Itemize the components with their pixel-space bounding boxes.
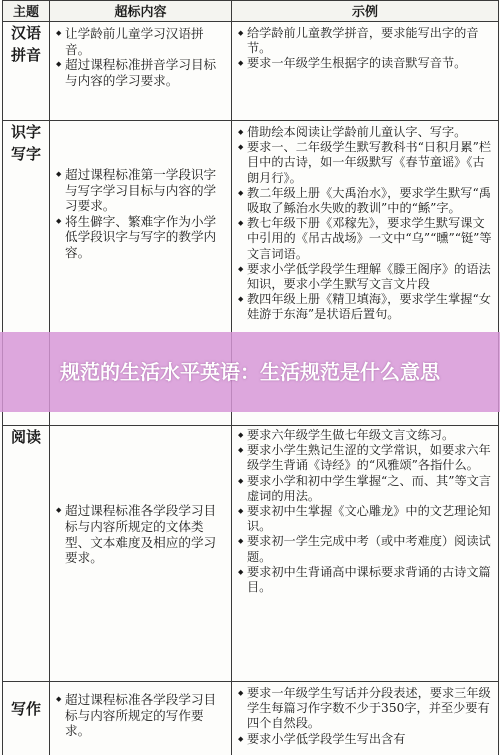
list-item [238, 262, 494, 292]
item-text: 要求小学低学段学生理解《滕王阁序》的语法知识，要求小学生默写文言文片段 [247, 261, 491, 292]
list-item [238, 216, 494, 262]
bullet-icon: ◆ [238, 567, 244, 576]
bullet-icon: ◆ [238, 188, 244, 197]
bullet-icon: ◆ [238, 264, 244, 273]
bullet-icon: ◆ [56, 60, 62, 69]
standard-cell [50, 682, 232, 755]
list-item [238, 565, 494, 595]
item-text: 超过课程标准第一学段识字与写字学习目标与内容的学习要求。 [65, 167, 217, 214]
bullet-icon: ◆ [238, 431, 244, 439]
item-text: 要求一、二年级学生默写教科书“日积月累”栏目中的古诗，如一年级默写《春节童谣》《古朗月行》。 [247, 140, 492, 185]
item-text: 要求一年级学生写话并分段表述，要求三年级学生每篇习作字数不少于350字，并至少要有四个自然段。 [247, 686, 491, 731]
example-cell [232, 22, 499, 121]
bullet-icon: ◆ [56, 29, 62, 37]
bullet-icon: ◆ [238, 476, 244, 485]
list-item [56, 692, 227, 739]
list-item [238, 56, 494, 71]
list-item [238, 504, 494, 534]
standard-cell [50, 22, 232, 121]
item-text: 要求初中生掌握《文心雕龙》中的文艺理论知识。 [247, 504, 491, 534]
item-text: 要求小学生熟记生涩的文学常识，如要求六年级学生背诵《诗经》的“风雅颂”各指什么。 [247, 443, 491, 473]
standard-cell [50, 426, 232, 682]
bullet-icon: ◆ [56, 506, 62, 515]
item-text: 给学龄前儿童教学拼音，要求能写出字的音节。 [247, 26, 479, 56]
title-overlay-band [0, 332, 500, 412]
theme-cell [3, 22, 50, 121]
list-item [238, 534, 494, 564]
item-text: 超过课程标准各学段学习目标与内容所规定的写作要求。 [65, 692, 217, 739]
list-item [238, 125, 494, 140]
header-standard: 超标内容 [50, 1, 232, 22]
bullet-icon: ◆ [56, 695, 62, 703]
theme-label: 汉语拼音 [11, 24, 42, 64]
list-item [238, 428, 494, 443]
list-item [56, 26, 227, 57]
bullet-icon: ◆ [238, 59, 244, 68]
header-theme: 主题 [3, 1, 50, 22]
item-text: 教四年级上册《精卫填海》，要求学生掌握“女娃游于东海”是状语后置句。 [247, 292, 491, 322]
list-item [56, 57, 227, 88]
overlay-headline: 规范的生活水平英语：生活规范是什么意思 [60, 359, 440, 384]
list-item [238, 186, 494, 216]
bullet-icon: ◆ [238, 507, 244, 516]
theme-label: 识字写字 [11, 123, 42, 163]
item-text: 超过课程标准各学段学习目标与内容所规定的文体类型、文本难度及相应的学习要求。 [65, 503, 217, 566]
theme-label: 阅读 [10, 428, 41, 446]
list-item [56, 503, 227, 565]
bullet-icon: ◆ [238, 446, 244, 455]
list-item [238, 443, 494, 473]
list-item [238, 474, 494, 504]
item-text: 借助绘本阅读让学龄前儿童认字、写字。 [247, 125, 467, 139]
example-cell [232, 426, 499, 682]
bullet-icon: ◆ [238, 219, 244, 228]
theme-label: 写作 [10, 700, 41, 718]
item-text: 要求小学和初中学生掌握“之、而、其”等文言虚词的用法。 [247, 473, 492, 503]
item-text: 要求一年级学生根据字的读音默写音节。 [247, 56, 467, 71]
item-text: 要求初一学生完成中考（或中考难度）阅读试题。 [247, 534, 491, 564]
item-text: 教七年级下册《邓稼先》，要求学生默写课文中引用的《吊古战场》一文中“乌”“曛”“铤”等文言词语。 [247, 216, 492, 261]
example-cell [232, 682, 499, 755]
list-item [238, 26, 494, 56]
bullet-icon: ◆ [238, 734, 244, 743]
bullet-icon: ◆ [56, 170, 62, 178]
list-item [238, 140, 494, 186]
row-writing [3, 682, 499, 755]
list-item [238, 732, 494, 747]
list-item [238, 292, 494, 322]
theme-cell [3, 682, 50, 755]
bullet-icon: ◆ [56, 216, 62, 225]
bullet-icon: ◆ [238, 143, 244, 152]
item-text: 要求初中生背诵高中课标要求背诵的古诗文篇目。 [247, 564, 491, 595]
item-text: 教二年级上册《大禹治水》，要求学生默写“禹吸取了鲧治水失败的教训”中的“鲧”字。 [247, 185, 491, 216]
item-text: 要求小学低学段学生写出含有 [247, 731, 406, 746]
bullet-icon: ◆ [238, 295, 244, 304]
item-text: 将生僻字、繁难字作为小学低学段识字与写字的教学内容。 [65, 213, 217, 260]
item-text: 超过课程标准拼音学习目标与内容的学习要求。 [65, 57, 217, 88]
bullet-icon: ◆ [238, 128, 244, 136]
bullet-icon: ◆ [238, 537, 244, 546]
theme-cell [3, 426, 50, 682]
list-item [56, 167, 227, 214]
list-item [238, 686, 494, 732]
header-example: 示例 [232, 1, 499, 22]
header-row [3, 1, 499, 22]
item-text: 要求六年级学生做七年级文言文练习。 [247, 428, 455, 442]
row-reading [3, 426, 499, 682]
item-text: 让学龄前儿童学习汉语拼音。 [65, 26, 204, 57]
row-pinyin [3, 22, 499, 121]
bullet-icon: ◆ [238, 29, 244, 37]
list-item [56, 214, 227, 261]
bullet-icon: ◆ [238, 689, 244, 697]
